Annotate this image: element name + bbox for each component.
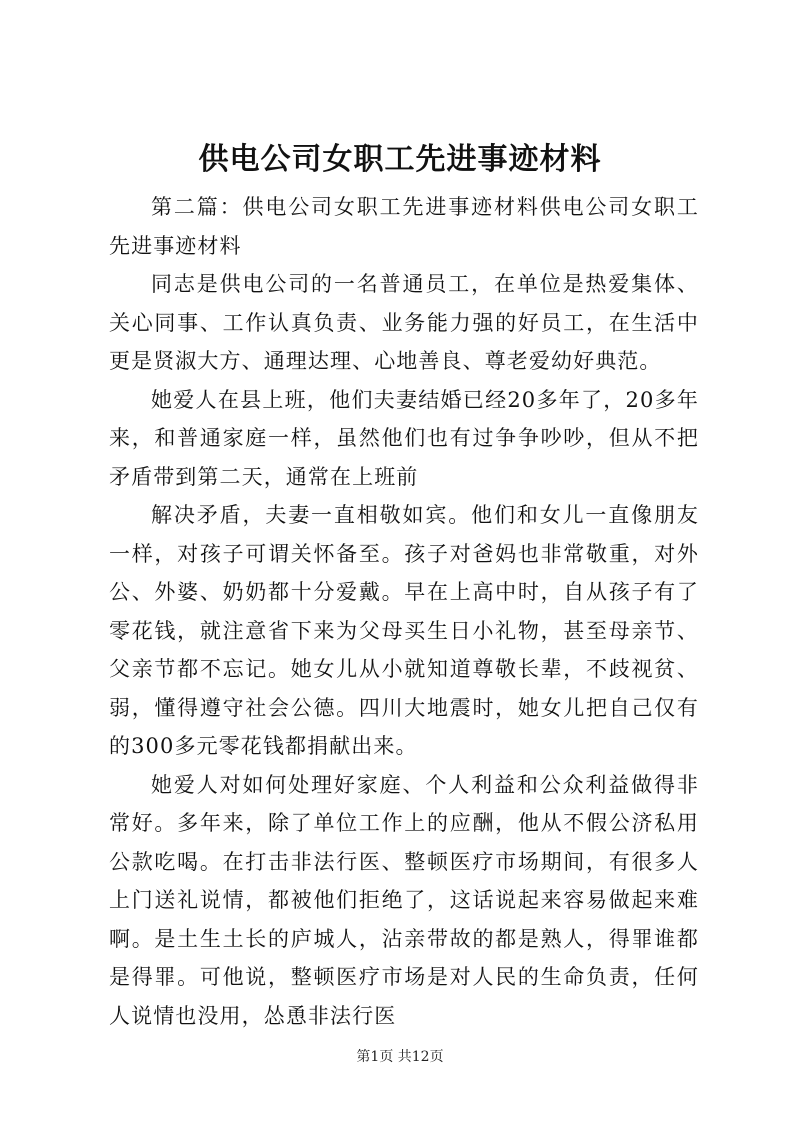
- document-title: 供电公司女职工先进事迹材料: [198, 142, 602, 177]
- paragraph-1: 第二篇：供电公司女职工先进事迹材料供电公司女职工先进事迹材料: [109, 195, 699, 258]
- paragraph-4: 解决矛盾，夫妻一直相敬如宾。他们和女儿一直像朋友一样，对孩子可谓关怀备至。孩子对爸妈也非常敬重，对外公、外婆、奶奶都十分爱戴。早在上高中时，自从孩子有了零花钱，就注意省下来为父母买生日小礼物，甚至母亲节、父亲节都不忘记。她女儿从小就知道尊敬长辈，不歧视贫、弱，懂得遵守社会公德。四川大地震时，她女儿把自己仅有的300多元零花钱都捐献出来。: [109, 503, 699, 758]
- paragraph-3: 她爱人在县上班，他们夫妻结婚已经20多年了，20多年来，和普通家庭一样，虽然他们也有过争争吵吵，但从不把矛盾带到第二天，通常在上班前: [109, 387, 699, 489]
- document-body: [109, 188, 699, 1035]
- paragraph-5: 她爱人对如何处理好家庭、个人利益和公众利益做得非常好。多年来，除了单位工作上的应酬，他从不假公济私用公款吃喝。在打击非法行医、整顿医疗市场期间，有很多人上门送礼说情，都被他们拒绝了，这话说起来容易做起来难啊。是土生土长的庐城人，沾亲带故的都是熟人，得罪谁都是得罪。可他说，整顿医疗市场是对人民的生命负责，任何人说情也没用，怂恿非法行医: [109, 772, 699, 1028]
- paragraph-2: 同志是供电公司的一名普通员工，在单位是热爱集体、关心同事、工作认真负责、业务能力强的好员工，在生活中更是贤淑大方、通理达理、心地善良、尊老爱幼好典范。: [109, 272, 699, 373]
- page-number-footer: 第1页 共12页: [356, 1049, 444, 1065]
